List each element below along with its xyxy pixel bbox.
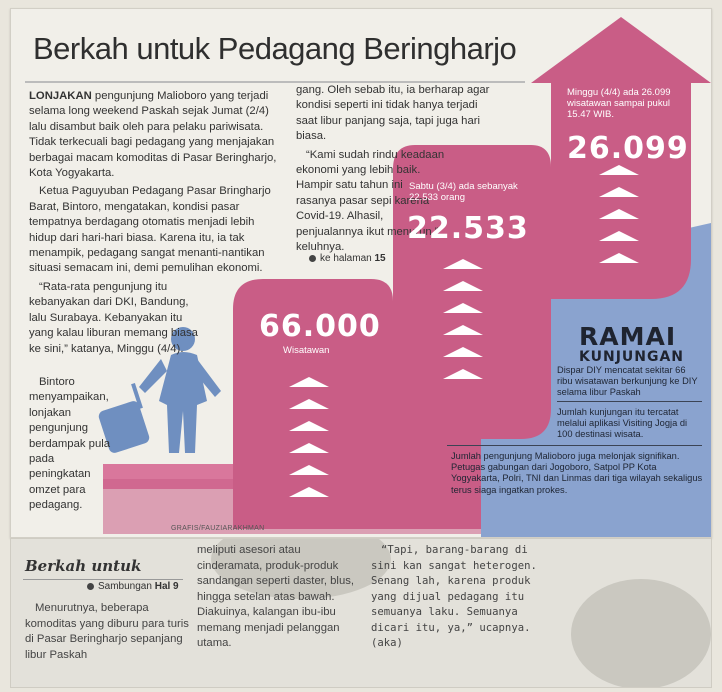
note-divider-2 <box>447 445 702 446</box>
stat2-value: 22.533 <box>407 211 529 246</box>
main-article-clipping <box>10 8 712 538</box>
paragraph-6: “Kami sudah rindu keadaan ekonomi yang lebih baik. Hampir satu tahun ini rasanya pasar sepi karena Covid-19. Alhasil, penjualannya ikut menurun,” keluhnya. <box>296 148 445 254</box>
continuation-reference: Sambungan Hal 9 <box>87 581 179 592</box>
article-column-1 <box>29 89 281 357</box>
paper-stain <box>571 579 711 688</box>
graphic-credit: GRAFIS/FAUZIARAKHMAN <box>171 525 265 532</box>
paragraph-1: pengunjung Malioboro yang terjadi selama long weekend Paskah sejak Jumat (2/4) lalu disambut baik oleh para pelaku pariwisata. Tidak terkecuali bagi pedagang yang menjajakan berbagai macam komoditas di Pasar Beringharjo, Kota Yogyakarta. <box>29 90 277 180</box>
continuation-clipping <box>10 538 712 688</box>
headline: Berkah untuk Pedagang Beringharjo <box>33 31 517 66</box>
paragraph-2: Ketua Paguyuban Pedagang Pasar Bringharjo Barat, Bintoro, mengatakan, kondisi pasar tempatnya berdagang otomatis menjadi lebih hidup dari hari-hari biasa. Karena itu, ia tak menampik, pedagang sangat menanti-nantikan situasi semacam ini, demi pemulihan ekonomi. <box>29 185 271 275</box>
stat1-label: Wisatawan <box>283 345 330 356</box>
paragraph-3: “Rata-rata pengunjung itu kebanyakan dari DKI, Bandung, lalu Surabaya. Kebanyakan itu yang kalau liburan memang biasa ke sini,” katanya, Minggu (4/4). <box>29 280 198 355</box>
stat1-value: 66.000 <box>259 309 381 344</box>
continuation-column-2: meliputi asesori atau cinderamata, produk-produk sandangan seperti daster, blus, hingga setelan atas bawah. Diakuinya, kalangan ibu-ibu memang menjadi pelanggan utama. <box>197 544 355 649</box>
infographic-title-ramai: RAMAI <box>579 322 677 351</box>
paragraph-5: gang. Oleh sebab itu, ia berharap agar kondisi seperti ini tidak hanya terjadi saat libur panjang saja, tapi juga hari biasa. <box>296 84 490 143</box>
continuation-column-3: “Tapi, barang-barang di sini kan sangat heterogen. Senang lah, karena produk yang dijual pedagang itu semuanya laku. Semuanya dicari itu, ya,” ucapnya. (aka) <box>371 544 537 649</box>
continued-reference[interactable]: ke halaman 15 <box>309 253 386 264</box>
stat3-label: Minggu (4/4) ada 26.099 wisatawan sampai pukul 15.47 WIB. <box>567 87 671 120</box>
lead-word: LONJAKAN <box>29 90 92 102</box>
continuation-title: Berkah untuk <box>25 557 142 575</box>
stat3-value: 26.099 <box>567 131 689 166</box>
bullet-icon <box>87 583 94 590</box>
paragraph-4: Bintoro menyampaikan, lonjakan pengunjung berdampak pula pada peningkatan omzet para pedagang. <box>29 376 111 512</box>
continuation-rule <box>23 579 183 580</box>
article-column-1b <box>29 375 117 514</box>
note-3: Jumlah pengunjung Malioboro juga melonjak signifikan. Petugas gabungan dari Jogoboro, Satpol PP Kota Yogyakarta, Polri, TNI dan Linmas dari tiga wilayah sekaligus terus siaga ingatkan prokes. <box>451 451 703 495</box>
note-divider-1 <box>557 401 702 402</box>
note-2: Jumlah kunjungan itu tercatat melalui aplikasi Visiting Jogja di 100 destinasi wisata. <box>557 407 688 440</box>
continuation-column-1: Menurutnya, beberapa komoditas yang diburu para turis di Pasar Beringharjo sepanjang libur Paskah <box>25 602 189 661</box>
note-1: Dispar DIY mencatat sekitar 66 ribu wisatawan berkunjung ke DIY selama libur Paskah <box>557 365 698 398</box>
stat2-label: Sabtu (3/4) ada sebanyak 22.533 orang <box>409 181 518 203</box>
infographic-title-kunjungan: KUNJUNGAN <box>579 349 685 365</box>
bullet-icon <box>309 255 316 262</box>
